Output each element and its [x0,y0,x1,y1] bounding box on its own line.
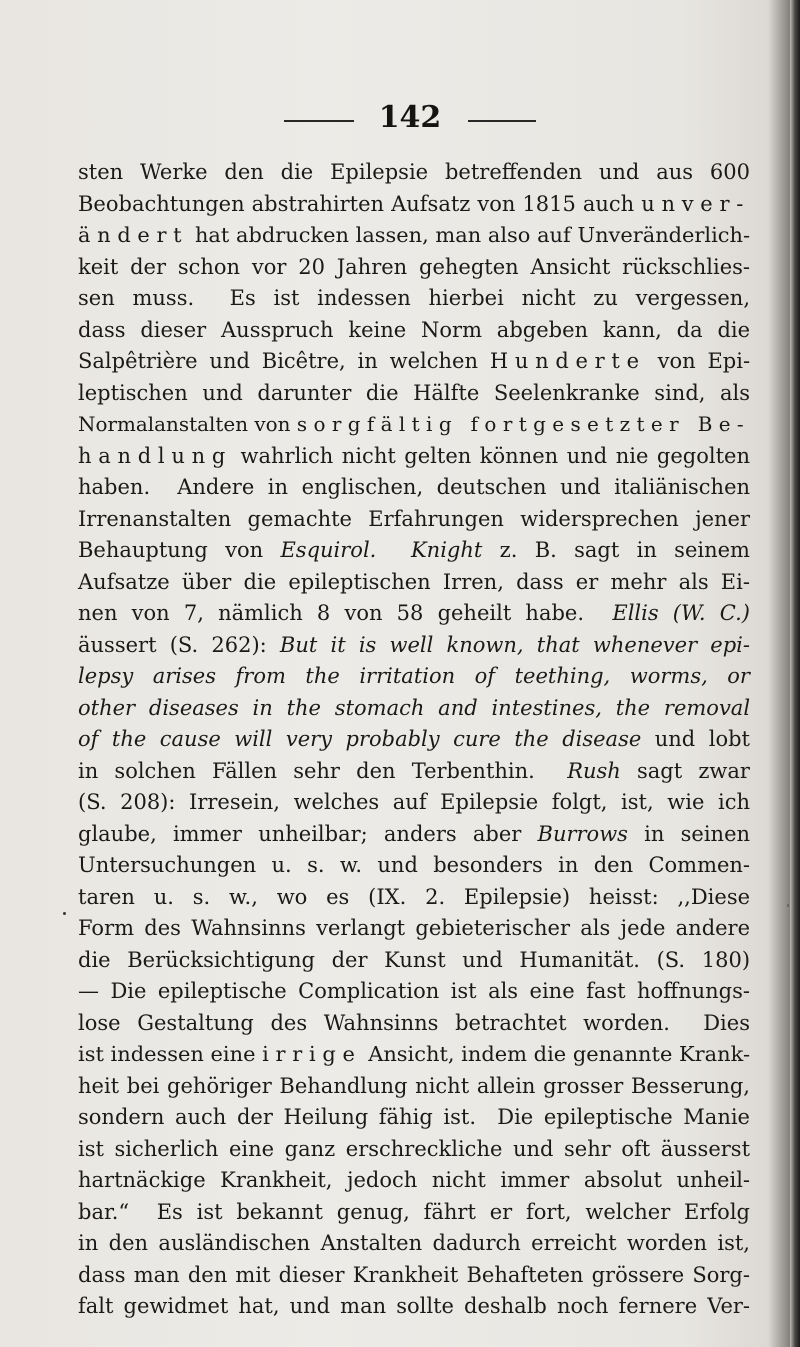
margin-speck-right [787,904,789,907]
text-segment: Normalanstalten von [78,412,297,436]
text-segment: nen von 7, nämlich 8 von 58 geheilt habe. [78,601,613,625]
text-segment: ist sicherlich eine ganz erschreckliche und sehr oft äusserst [78,1136,751,1161]
text-segment: in den ausländischen Anstalten dadurch erreicht worden ist, [78,1231,750,1255]
text-segment: Behauptung von [78,538,281,562]
text-line [78,1197,750,1229]
spaced-emphasis-text: Hunderte [489,349,646,373]
text-segment: dass man den mit dieser Krankheit Behafteten grössere Sorg- [78,1262,750,1287]
text-line [78,1165,750,1197]
text-line [78,882,750,914]
text-segment: falt gewidmet hat, und man sollte deshalb noch fernere Ver- [78,1294,751,1318]
text-segment: Salpêtrière und Bicêtre, in welchen [78,349,490,373]
text-segment [376,538,411,562]
text-segment: und lobt [641,727,750,751]
text-segment: keit der schon vor 20 Jahren gehegten Ansicht rückschlies- [78,254,751,279]
text-line [78,756,750,788]
text-line [78,567,750,599]
text-line [78,630,750,662]
text-segment: von Epi- [645,349,751,373]
text-segment: hartnäckige Krankheit, jedoch nicht immer absolut unheil- [78,1168,751,1192]
text-segment: hat abdrucken lassen, man also auf Unveränderlich- [188,223,751,247]
text-line [78,976,750,1008]
text-line [78,504,750,536]
text-line [78,315,750,347]
text-line [78,724,750,756]
text-line [78,1134,750,1166]
text-line [78,693,750,725]
text-line [78,1291,750,1323]
text-segment: Beobachtungen abstrahirten Aufsatz von 1815 auch [78,191,642,216]
text-line [78,1008,750,1040]
text-segment: bar.“ Es ist bekannt genug, fährt er fort, welcher Erfolg [78,1199,750,1224]
italic-text: Burrows [537,821,628,846]
italic-text: Knight [410,538,483,562]
text-segment: haben. Andere in englischen, deutschen und italiänischen [78,475,751,499]
body-text [78,157,750,1323]
page-number: 142 [378,100,442,135]
text-line [78,787,750,819]
text-segment: sondern auch der Heilung fähig ist. Die epileptische Manie [78,1105,750,1129]
text-segment: Irrenanstalten gemachte Erfahrungen widersprechen jener [78,506,751,531]
spaced-emphasis-text: irrige [262,1042,362,1066]
text-segment: — Die epileptische Complication ist als eine fast hoffnungs- [78,979,750,1003]
text-line [78,819,750,851]
text-line [78,283,750,315]
text-line [78,1071,750,1103]
text-segment: dass dieser Ausspruch keine Norm abgeben kann, da die [78,317,751,342]
text-segment: sagt zwar [620,758,750,783]
text-line [78,189,750,221]
text-segment: in seinen [627,821,751,846]
text-line [78,252,750,284]
spaced-emphasis-text: sorgfältig fortgesetzter Be- [296,412,751,436]
text-line [78,1039,750,1071]
spaced-emphasis-text: handlung [78,443,232,468]
header-rule-left [284,120,354,122]
text-line [78,1102,750,1134]
text-line [78,346,750,378]
text-segment: heit bei gehöriger Behandlung nicht allein grosser Besserung, [78,1073,750,1098]
text-segment: taren u. s. w., wo es (IX. 2. Epilepsie) heisst: ,,Diese [78,884,751,909]
text-line [78,1260,750,1292]
text-segment: Ansicht, indem die genannte Krank- [361,1042,751,1066]
margin-speck [63,912,66,915]
text-segment: in solchen Fällen sehr den Terbenthin. [78,758,568,783]
text-segment: äussert (S. 262): [78,632,280,657]
text-segment: (S. 208): Irresein, welches auf Epilepsie folgt, ist, wie ich [78,790,750,814]
text-segment: lose Gestaltung des Wahnsinns betrachtet worden. Dies [78,1010,750,1035]
text-segment: die Berücksichtigung der Kunst und Humanität. (S. 180) [78,947,751,972]
text-line [78,1228,750,1260]
header-rule-right [468,120,536,122]
italic-text: lepsy arises from the irritation of teething, worms, or [78,664,750,688]
text-segment: leptischen und darunter die Hälfte Seelenkranke sind, als [78,380,751,405]
italic-text: Esquirol. [280,538,377,562]
text-segment: sen muss. Es ist indessen hierbei nicht zu vergessen, [78,286,750,310]
text-segment: Aufsatze über die epileptischen Irren, dass er mehr als Ei- [78,569,750,594]
italic-text: of the cause will very probably cure the disease [78,727,642,751]
text-line [78,661,750,693]
text-segment: sten Werke den die Epilepsie betreffenden und aus 600 [78,160,751,184]
text-segment: z. B. sagt in seinem [482,538,750,562]
text-segment: wahrlich nicht gelten können und nie gegolten [231,443,750,468]
text-segment: glaube, immer unheilbar; anders aber [78,821,538,846]
text-line [78,378,750,410]
text-segment: Form des Wahnsinns verlangt gebieterischer als jede andere [78,916,751,940]
spaced-emphasis-text: ändert [78,223,189,247]
text-line [78,472,750,504]
text-line [78,598,750,630]
spaced-emphasis-text: unver- [641,191,751,216]
text-line [78,157,750,189]
text-segment: ist indessen eine [78,1042,263,1066]
text-line [78,220,750,252]
italic-text: Ellis (W. C.) [612,601,750,625]
text-line [78,913,750,945]
italic-text: other diseases in the stomach and intestines, the removal [78,695,751,720]
text-line [78,409,750,441]
page-edge-shadow [790,0,800,1347]
text-line [78,945,750,977]
italic-text: Rush [567,758,621,783]
italic-text: But it is well known, that whenever epi- [279,632,750,657]
text-line [78,535,750,567]
text-line [78,441,750,473]
text-line [78,850,750,882]
page-header [0,100,800,136]
text-segment: Untersuchungen u. s. w. und besonders in den Commen- [78,853,751,877]
